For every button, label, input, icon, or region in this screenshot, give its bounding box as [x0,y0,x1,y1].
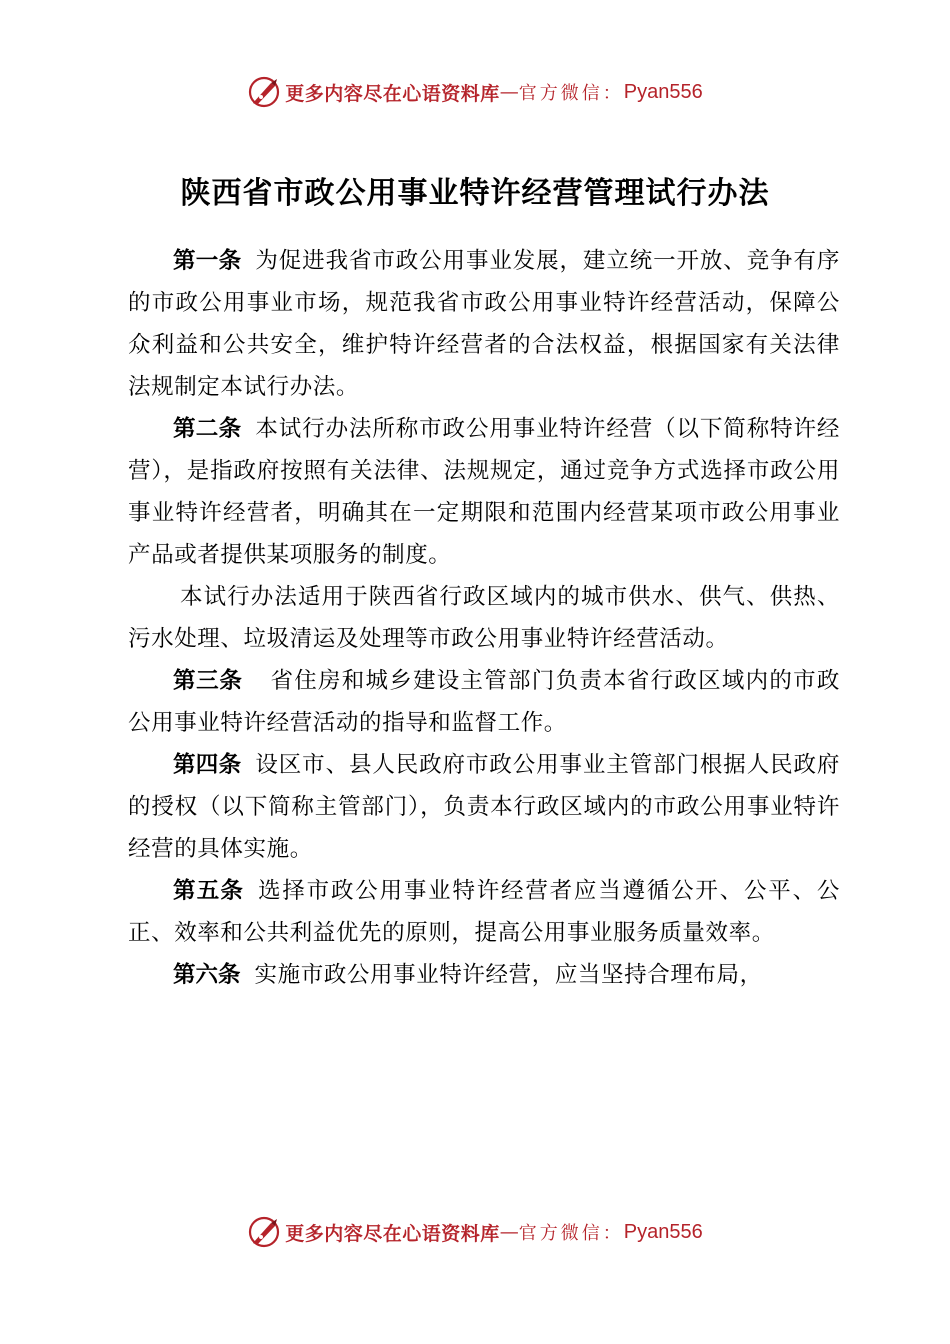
article-3 [128,660,840,744]
pen-logo-icon [247,1215,281,1249]
article-text: 选择市政公用事业特许经营者应当遵循公开、公平、公正、效率和公共利益优先的原则，提高公用事业服务质量效率。 [128,878,840,946]
article-text: 为促进我省市政公用事业发展，建立统一开放、竞争有序的市政公用事业市场，规范我省市政公用事业特许经营活动，保障公众利益和公共安全，维护特许经营者的合法权益，根据国家有关法律法规制定本试行办法。 [128,248,840,400]
watermark-separator: — [499,1221,519,1243]
article-label: 第四条 [173,752,242,778]
document-title: 陕西省市政公用事业特许经营管理试行办法 [180,176,770,211]
article-text: 本试行办法所称市政公用事业特许经营（以下简称特许经营），是指政府按照有关法律、法规规定，通过竞争方式选择市政公用事业特许经营者，明确其在一定期限和范围内经营某项市政公用事业产品或者提供某项服务的制度。 [128,416,840,568]
watermark-id: Pyan556 [623,80,703,103]
article-label: 第一条 [173,248,242,274]
watermark-label: 官方微信： [518,1223,624,1244]
article-text: 省住房和城乡建设主管部门负责本省行政区域内的市政公用事业特许经营活动的指导和监督工作。 [128,668,840,736]
article-label: 第五条 [173,878,245,904]
article-label: 第三条 [173,668,243,694]
article-text: 设区市、县人民政府市政公用事业主管部门根据人民政府的授权（以下简称主管部门），负责本行政区域内的市政公用事业特许经营的具体实施。 [128,752,840,862]
pen-logo-icon [247,75,281,109]
article-label: 第六条 [173,962,241,988]
article-text: 实施市政公用事业特许经营，应当坚持合理布局， [254,962,763,988]
article-4 [128,744,840,870]
article-label: 第二条 [173,416,242,442]
watermark-text: 更多内容尽在心语资料库 [285,1222,500,1245]
article-6 [128,954,840,996]
watermark-footer [0,1212,950,1252]
watermark-separator: — [499,81,519,103]
article-1 [128,240,840,408]
watermark-label: 官方微信： [518,83,624,104]
document-body [128,240,840,996]
article-2-clause [128,576,840,660]
article-text: 本试行办法适用于陕西省行政区域内的城市供水、供气、供热、污水处理、垃圾清运及处理等市政公用事业特许经营活动。 [128,584,840,652]
watermark-text: 更多内容尽在心语资料库 [285,82,500,105]
watermark-header [0,72,950,112]
watermark-id: Pyan556 [623,1220,703,1243]
article-5 [128,870,840,954]
article-2 [128,408,840,576]
